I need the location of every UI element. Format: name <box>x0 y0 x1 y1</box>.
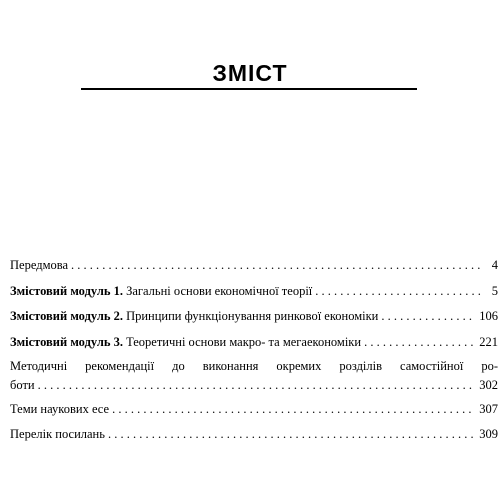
toc-entry-title: Перелік посилань <box>10 427 105 441</box>
page-title: ЗМІСТ <box>212 60 288 86</box>
dot-leader <box>112 402 473 417</box>
toc-entry-module-label: Змістовий модуль 3. <box>10 335 123 349</box>
toc-entry-module-label: Змістовий модуль 1. <box>10 284 123 298</box>
dot-leader <box>71 258 484 273</box>
toc-entry-page: 302 <box>479 378 498 392</box>
title-underline <box>81 88 417 90</box>
toc-entry-module-1[interactable] <box>10 284 498 300</box>
toc-entry-title: Загальні основи економічної теорії <box>126 284 313 298</box>
dot-leader <box>381 309 473 324</box>
toc-entry-title-line-1: Методичні рекомендації до виконання окремих розділів самостійної ро- <box>10 359 498 373</box>
toc-entry-page: 307 <box>479 402 498 416</box>
toc-entry-module-label: Змістовий модуль 2. <box>10 309 123 323</box>
dot-leader <box>38 378 474 393</box>
toc-entry-page: 5 <box>491 284 498 298</box>
toc-entry-preface[interactable] <box>10 258 498 274</box>
toc-entry-page: 106 <box>479 309 498 323</box>
toc-entry-essay-topics[interactable] <box>10 402 498 418</box>
toc-entry-guidelines[interactable] <box>10 359 498 393</box>
dot-leader <box>108 427 473 442</box>
toc-entry-module-3[interactable] <box>10 335 498 351</box>
toc-entry-title: Теоретичні основи макро- та мегаекономіки <box>126 335 362 349</box>
toc-entry-title: Передмова <box>10 258 69 272</box>
dot-leader <box>364 335 473 350</box>
toc-entry-references[interactable] <box>10 427 498 443</box>
toc-entry-title: Принципи функціонування ринкової економіки <box>126 309 379 323</box>
dot-leader <box>315 284 484 299</box>
toc-entry-module-2[interactable] <box>10 309 498 325</box>
toc-entry-page: 309 <box>479 427 498 441</box>
toc-entry-page: 221 <box>479 335 498 349</box>
toc-entry-page: 4 <box>491 258 498 272</box>
toc-entry-title-line-2: боти <box>10 378 35 392</box>
toc-entry-title: Теми наукових есе <box>10 402 110 416</box>
